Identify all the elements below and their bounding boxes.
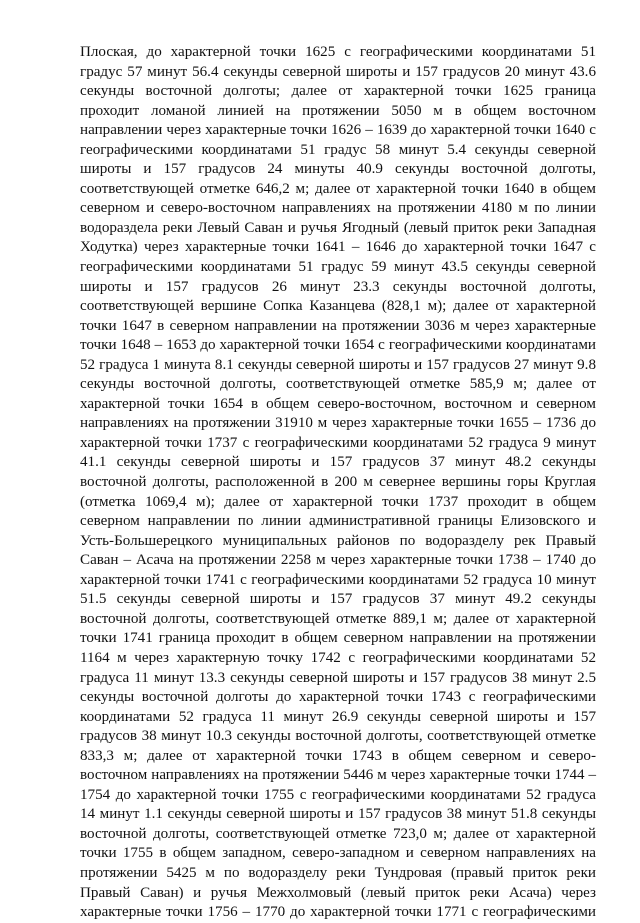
text-line: 833,3 м; далее от характерной точки 1743 в общем северном и северо-	[80, 747, 596, 764]
text-line: Усть-Большерецкого муниципальных районов по водоразделу рек Правый	[80, 532, 596, 549]
text-line: градуса 11 минут 13.3 секунды северной широты и 157 градусов 38 минут 2.5	[80, 669, 596, 686]
text-line: широты и 157 градусов 24 минуты 40.9 секунды восточной долготы,	[80, 161, 596, 178]
text-line: северном направлении по линии административной границы Елизовского и	[80, 513, 596, 530]
text-line: точки 1648 – 1653 до характерной точки 1654 с географическими координатами	[80, 337, 596, 354]
text-line: характерной точки 1737 с географическими координатами 52 градуса 9 минут	[80, 434, 596, 451]
text-line: водораздела реки Левый Саван и ручья Ягодный (левый приток реки Западная	[80, 219, 596, 236]
text-line: географическими координатами 51 градус 59 минут 43.5 секунды северной	[80, 259, 596, 276]
text-line: восточной долготы, соответствующей отметке 723,0 м; далее от характерной	[80, 825, 596, 842]
text-line: 41.1 секунды северной широты и 157 градусов 37 минут 48.2 секунды	[80, 454, 596, 471]
text-line: характерной точки 1741 с географическими координатами 52 градуса 10 минут	[80, 571, 596, 588]
text-line: северном и северо-восточном направлениях на протяжении 4180 м по линии	[80, 200, 596, 217]
text-line: точки 1741 граница проходит в общем северном направлении на протяжении	[80, 630, 596, 647]
text-line: 1754 до характерной точки 1755 с географическими координатами 52 градуса	[80, 786, 596, 803]
text-line: характерной точки 1654 в общем северо-восточном, восточном и северном	[80, 395, 596, 412]
text-line: проходит ломаной линией на протяжении 5050 м в общем восточном	[80, 102, 596, 119]
text-line: 14 минут 1.1 секунды северной широты и 157 градусов 38 минут 51.8 секунды	[80, 806, 596, 823]
text-line: 1164 м через характерную точку 1742 с географическими координатами 52	[80, 649, 596, 666]
text-line: секунды восточной долготы, соответствующей отметке 585,9 м; далее от	[80, 376, 596, 393]
text-line: направлениях на протяжении 31910 м через характерные точки 1655 – 1736 до	[80, 415, 596, 432]
text-line: широты и 157 градусов 26 минут 23.3 секунды восточной долготы,	[80, 278, 596, 295]
text-line: секунды восточной долготы до характерной точки 1743 с географическими	[80, 689, 596, 706]
text-line: соответствующей вершине Сопка Казанцева (828,1 м); далее от характерной	[80, 298, 596, 315]
text-line: 51.5 секунды северной широты и 157 градусов 37 минут 49.2 секунды	[80, 591, 596, 608]
text-line: Плоская, до характерной точки 1625 с географическими координатами 51	[80, 44, 596, 60]
text-line: протяжении 5425 м по водоразделу реки Тундровая (правый приток реки	[80, 864, 596, 881]
text-line: направлении через характерные точки 1626 – 1639 до характерной точки 1640 с	[80, 122, 596, 139]
text-line: 52 градуса 1 минута 8.1 секунды северной широты и 157 градусов 27 минут 9.8	[80, 356, 596, 373]
text-line: Саван – Асача на протяжении 2258 м через характерные точки 1738 – 1740 до	[80, 552, 596, 569]
text-line: восточной долготы, расположенной в 200 м севернее вершины горы Круглая	[80, 474, 596, 491]
text-line: точки 1755 в общем западном, северо-западном и северном направлениях на	[80, 845, 596, 862]
text-line: точки 1647 в северном направлении на протяжении 3036 м через характерные	[80, 317, 596, 334]
text-line: характерные точки 1756 – 1770 до характерной точки 1771 с географическими	[80, 904, 596, 921]
text-line: географическими координатами 51 градус 58 минут 5.4 секунды северной	[80, 141, 596, 158]
text-line: секунды восточной долготы; далее от характерной точки 1625 граница	[80, 83, 596, 100]
text-line: координатами 52 градуса 11 минут 26.9 секунды северной широты и 157	[80, 708, 596, 725]
body-text	[80, 43, 596, 923]
text-line: градус 57 минут 56.4 секунды северной широты и 157 градусов 20 минут 43.6	[80, 63, 596, 80]
text-line: восточном направлениях на протяжении 5446 м через характерные точки 1744 –	[80, 767, 596, 784]
text-line: (отметка 1069,4 м); далее от характерной точки 1737 проходит в общем	[80, 493, 596, 510]
text-line: градусов 38 минут 10.3 секунды восточной долготы, соответствующей отметке	[80, 728, 596, 745]
text-line: Правый Саван) и ручья Межхолмовый (левый приток реки Асача) через	[80, 884, 596, 901]
text-line: восточной долготы, соответствующей отметке 889,1 м; далее от характерной	[80, 610, 596, 627]
text-line: соответствующей отметке 646,2 м; далее от характерной точки 1640 в общем	[80, 180, 596, 197]
text-line: Ходутка) через характерные точки 1641 – 1646 до характерной точки 1647 с	[80, 239, 596, 256]
